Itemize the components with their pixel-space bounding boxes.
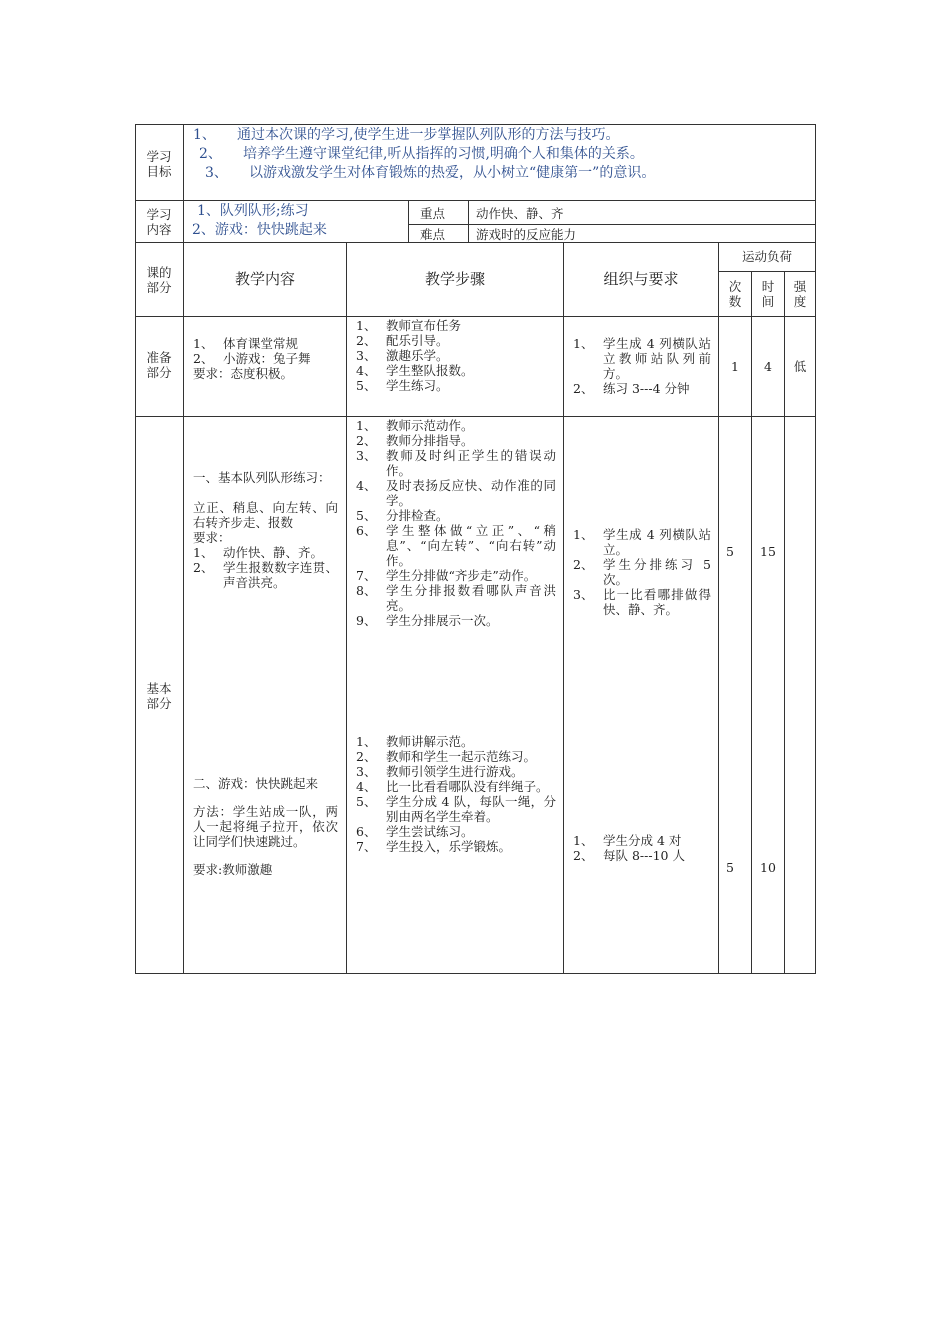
item-number: 5、	[356, 794, 377, 809]
item-text: 学生分成 4 对	[603, 833, 682, 848]
item-number: 2、	[356, 433, 377, 448]
prep-steps-list	[356, 318, 556, 393]
item-text: 教师和学生一起示范练习。	[386, 749, 537, 764]
list-item	[193, 336, 341, 351]
key-point-value: 动作快、静、齐	[476, 206, 564, 221]
item-number: 7、	[356, 839, 377, 854]
item-text: 学生报数数字连贯、声音洪亮。	[223, 560, 338, 590]
item-text: 学生成 4 列横队站立教师站队列前方。	[603, 336, 711, 381]
basic-section2-duration: 10	[760, 860, 776, 875]
basic-section1-times: 5	[726, 544, 734, 559]
basic-section1-duration: 15	[760, 544, 776, 559]
list-item	[573, 336, 711, 381]
list-item	[356, 318, 556, 333]
item-text: 比一比看哪排做得快、静、齐。	[603, 587, 711, 617]
item-text: 教师引领学生进行游戏。	[386, 764, 524, 779]
header-steps: 教学步骤	[424, 270, 485, 288]
list-item	[356, 348, 556, 363]
list-item	[356, 839, 556, 854]
item-number: 6、	[356, 824, 377, 839]
item-number: 2、	[193, 351, 214, 366]
item-number: 2、	[356, 333, 377, 348]
basic-section2-times: 5	[726, 860, 734, 875]
prep-times: 1	[731, 359, 739, 374]
goal-2-num: 2、	[199, 146, 222, 162]
list-item	[573, 833, 711, 848]
item-number: 1、	[356, 734, 377, 749]
item-text: 小游戏：兔子舞	[223, 351, 311, 366]
item-number: 7、	[356, 568, 377, 583]
goal-1-text: 通过本次课的学习,使学生进一步掌握队列队形的方法与技巧。	[237, 127, 620, 143]
basic-section1-org-list	[573, 527, 711, 617]
header-intensity: 强 度	[793, 279, 807, 309]
header-org: 组织与要求	[603, 270, 679, 288]
basic-section2-title: 二、游戏：快快跳起来	[193, 776, 319, 791]
item-text: 练习 3---4 分钟	[603, 381, 690, 396]
list-item	[573, 557, 711, 587]
item-text: 比一比看看哪队没有绊绳子。	[386, 779, 549, 794]
goal-1-num: 1、	[193, 127, 216, 143]
basic-section2-method: 方法：学生站成一队，两人一起将绳子拉开，依次让同学们快速跳过。	[193, 804, 338, 849]
list-item	[356, 749, 556, 764]
item-text: 激趣乐学。	[386, 348, 449, 363]
prep-part-label: 准备 部分	[146, 350, 172, 380]
item-number: 5、	[356, 378, 377, 393]
header-times: 次 数	[728, 279, 742, 309]
item-text: 教师及时纠正学生的错误动作。	[386, 448, 556, 478]
item-number: 2、	[356, 749, 377, 764]
list-item	[573, 848, 711, 863]
list-item	[193, 560, 338, 590]
item-number: 1、	[356, 318, 377, 333]
item-number: 4、	[356, 363, 377, 378]
header-duration: 时 间	[761, 279, 775, 309]
item-text: 体育课堂常规	[223, 336, 299, 351]
list-item	[356, 448, 556, 478]
basic-section2-org-list	[573, 833, 711, 863]
content-label: 学习 内容	[146, 207, 172, 237]
list-item	[356, 508, 556, 523]
item-text: 学生投入，乐学锻炼。	[386, 839, 512, 854]
item-number: 2、	[573, 381, 594, 396]
list-item	[356, 613, 556, 628]
item-text: 动作快、静、齐。	[223, 545, 324, 560]
item-number: 6、	[356, 523, 377, 538]
list-item	[356, 794, 556, 824]
prep-intensity: 低	[793, 359, 807, 374]
list-item	[356, 418, 556, 433]
item-text: 学生分排做“齐步走”动作。	[386, 568, 537, 583]
list-item	[193, 545, 338, 560]
list-item	[356, 378, 556, 393]
list-item	[573, 381, 711, 396]
item-number: 8、	[356, 583, 377, 598]
list-item	[356, 523, 556, 568]
item-text: 每队 8---10 人	[603, 848, 685, 863]
list-item	[356, 568, 556, 583]
item-text: 学生成 4 列横队站立。	[603, 527, 711, 557]
prep-duration: 4	[764, 359, 772, 374]
item-text: 学生整体做“立正”、“稍息”、“向左转”、“向右转”动作。	[386, 523, 556, 568]
item-number: 1、	[356, 418, 377, 433]
header-content: 教学内容	[234, 270, 295, 288]
list-item	[356, 583, 556, 613]
list-item	[356, 734, 556, 749]
item-text: 学生分成 4 队，每队一绳，分别由两名学生牵着。	[386, 794, 556, 824]
list-item	[356, 478, 556, 508]
prep-content-requirement: 要求：态度积极。	[193, 366, 294, 381]
list-item	[356, 824, 556, 839]
list-item	[356, 433, 556, 448]
list-item	[356, 333, 556, 348]
header-load: 运动负荷	[741, 249, 792, 264]
item-number: 1、	[193, 545, 214, 560]
item-text: 学生分排练习 5 次。	[603, 557, 711, 587]
goal-2-text: 培养学生遵守课堂纪律,听从指挥的习惯,明确个人和集体的关系。	[243, 146, 644, 162]
prep-org-list	[573, 336, 711, 396]
item-number: 1、	[573, 336, 594, 351]
difficulty-label: 难点	[420, 227, 446, 242]
basic-section1-req-list	[193, 545, 338, 590]
item-text: 配乐引导。	[386, 333, 449, 348]
item-number: 4、	[356, 478, 377, 493]
list-item	[356, 363, 556, 378]
item-text: 及时表扬反应快、动作准的同学。	[386, 478, 556, 508]
list-item	[356, 779, 556, 794]
key-point-label: 重点	[420, 206, 446, 221]
item-text: 学生练习。	[386, 378, 449, 393]
list-item	[193, 351, 341, 366]
basic-section2-req: 要求:教师激趣	[193, 862, 273, 877]
header-part: 课的 部分	[146, 265, 172, 295]
item-text: 学生整队报数。	[386, 363, 474, 378]
item-text: 教师宣布任务	[386, 318, 462, 333]
item-text: 学生分排报数看哪队声音洪亮。	[386, 583, 556, 613]
item-number: 2、	[573, 557, 594, 572]
item-text: 学生尝试练习。	[386, 824, 474, 839]
basic-part-label: 基本 部分	[146, 681, 172, 711]
list-item	[356, 764, 556, 779]
item-number: 1、	[573, 833, 594, 848]
goals-label: 学习 目标	[146, 149, 172, 179]
item-text: 教师示范动作。	[386, 418, 474, 433]
content-item-1: 1、队列队形;练习	[197, 203, 309, 219]
item-text: 教师讲解示范。	[386, 734, 474, 749]
list-item	[573, 587, 711, 617]
goal-3-text: 以游戏激发学生对体育锻炼的热爱，从小树立“健康第一”的意识。	[249, 165, 656, 181]
goal-3-num: 3、	[205, 165, 228, 181]
item-number: 5、	[356, 508, 377, 523]
list-item	[573, 527, 711, 557]
item-text: 学生分排展示一次。	[386, 613, 499, 628]
item-number: 4、	[356, 779, 377, 794]
basic-section1-title: 一、基本队列队形练习：	[193, 470, 331, 485]
item-number: 2、	[193, 560, 214, 575]
item-number: 3、	[356, 448, 377, 463]
item-number: 9、	[356, 613, 377, 628]
basic-section1-req: 要求：	[193, 530, 231, 545]
content-item-2: 2、游戏：快快跳起来	[192, 222, 327, 238]
basic-section1-steps-list	[356, 418, 556, 628]
difficulty-value: 游戏时的反应能力	[476, 227, 577, 242]
item-number: 2、	[573, 848, 594, 863]
basic-section1-desc: 立正、稍息、向左转、向右转齐步走、报数	[193, 500, 338, 530]
basic-section2-steps-list	[356, 734, 556, 854]
item-number: 3、	[356, 764, 377, 779]
item-text: 分排检查。	[386, 508, 449, 523]
item-text: 教师分排指导。	[386, 433, 474, 448]
item-number: 1、	[193, 336, 214, 351]
item-number: 3、	[573, 587, 594, 602]
item-number: 1、	[573, 527, 594, 542]
item-number: 3、	[356, 348, 377, 363]
prep-content-list	[193, 336, 341, 366]
